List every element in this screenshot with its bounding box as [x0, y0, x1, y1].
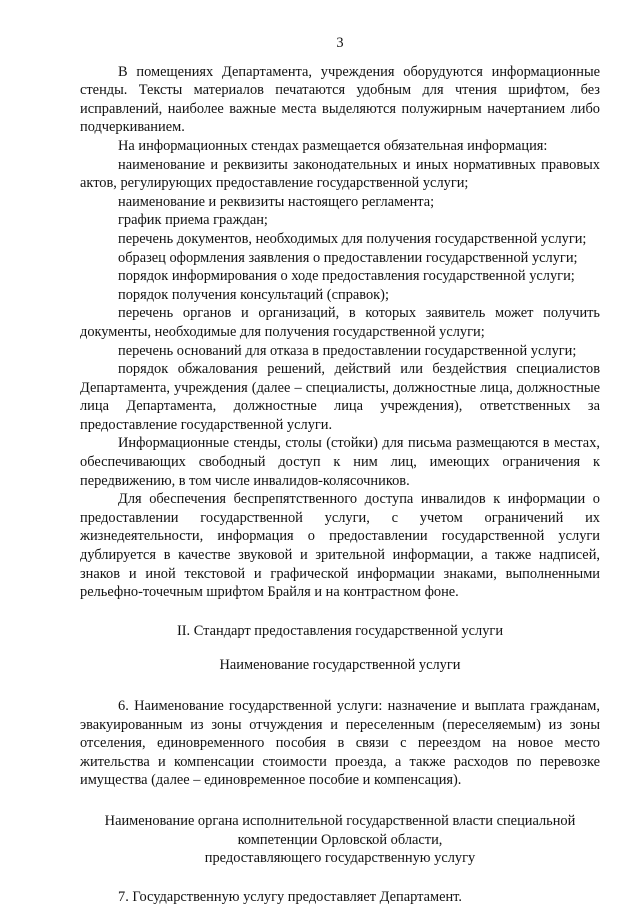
- authority-heading-line: компетенции Орловской области,: [237, 831, 443, 848]
- list-item: наименование и реквизиты настоящего регламента;: [118, 193, 435, 210]
- stands-intro: На информационных стендах размещается обязательная информация:: [118, 137, 548, 154]
- list-item: образец оформления заявления о предоставлении государственной услуги;: [118, 249, 578, 266]
- authority-heading-line: Наименование органа исполнительной государственной власти специальной: [104, 812, 576, 829]
- list-item: порядок получения консультаций (справок);: [118, 286, 389, 303]
- list-item: порядок информирования о ходе предоставления государственной услуги;: [118, 268, 575, 285]
- page-number: 3: [336, 35, 344, 51]
- item-7-paragraph: 7. Государственную услугу предоставляет Департамент.: [118, 888, 462, 905]
- list-item: наименование и реквизиты законодательных и иных нормативных правовых актов, регулирующих предоставление государственной услуги;: [80, 156, 600, 192]
- section-heading: II. Стандарт предоставления государственной услуги: [176, 622, 504, 639]
- list-item: перечень оснований для отказа в предоставлении государственной услуги;: [118, 342, 577, 359]
- stands-access-paragraph: Информационные стенды, столы (стойки) для письма размещаются в местах, обеспечивающих свободный доступ к ним лиц, имеющих ограничения к передвижению, в том числе инвалидов-колясочников.: [80, 435, 600, 489]
- disabled-access-paragraph: Для обеспечения беспрепятственного доступа инвалидов к информации о предоставлении государственной услуги, с учетом ограничений их жизнедеятельности, информация о предоставлении государственной услуги дублируется в качестве звуковой и зрительной информации, а также надписей, знаков и иной текстовой и графической информации знаками, выполненными рельефно-точечным шрифтом Брайля и на контрастном фоне.: [80, 491, 600, 601]
- item-6-paragraph: 6. Наименование государственной услуги: назначение и выплата гражданам, эвакуированным из зоны отчуждения и переселенным (переселяемым) из зоны отселения, единовременного пособия в связи с переездом на новое место жительства и компенсации стоимости проезда, а также расходов по перевозке имущества (далее – единовременное пособие и компенсация).: [80, 698, 600, 789]
- list-item: перечень документов, необходимых для получения государственной услуги;: [118, 230, 587, 247]
- list-item: график приема граждан;: [118, 212, 268, 229]
- authority-heading: [80, 812, 600, 868]
- authority-heading-line: предоставляющего государственную услугу: [204, 850, 476, 867]
- intro-paragraph: В помещениях Департамента, учреждения оборудуются информационные стенды. Тексты материалов печатаются удобным для чтения шрифтом, без исправлений, наиболее важные места выделяются полужирным начертанием либо подчеркиванием.: [80, 63, 600, 136]
- list-item: порядок обжалования решений, действий или бездействия специалистов Департамента, учреждения (далее – специалисты, должностные лица, должностные лица Департамента, должностные лица учреждения), ответственных за предоставление государственной услуги.: [80, 361, 600, 433]
- service-name-heading: Наименование государственной услуги: [219, 657, 461, 674]
- stands-list: [80, 156, 600, 435]
- document-page: [80, 34, 600, 906]
- list-item: перечень органов и организаций, в которых заявитель может получить документы, необходимые для получения государственной услуги;: [80, 305, 600, 340]
